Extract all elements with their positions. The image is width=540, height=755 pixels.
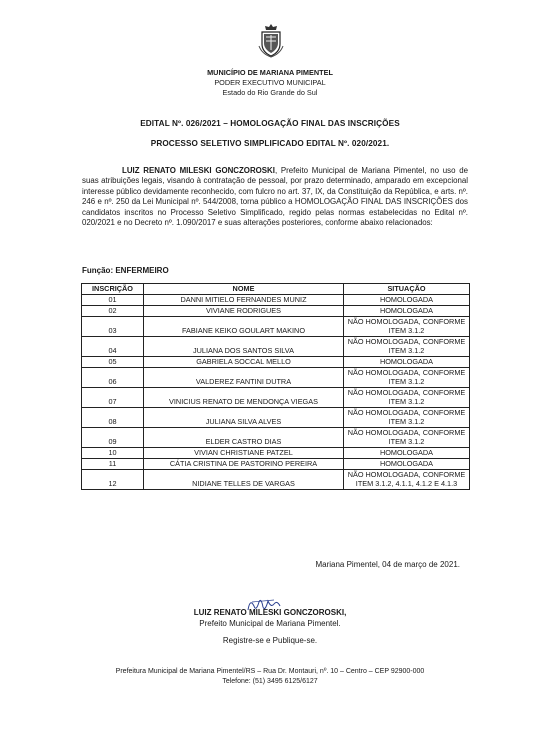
situacao-line1: NÃO HOMOLOGADA, CONFORME (347, 387, 466, 397)
body-paragraph (82, 166, 468, 228)
situacao-line1: NÃO HOMOLOGADA, CONFORME (347, 407, 466, 417)
cell-situacao (344, 336, 470, 356)
cell-nome: VIVIANE RODRIGUES (144, 305, 344, 316)
cell-situacao (344, 305, 470, 316)
situacao-line2: ITEM 3.1.2 (388, 326, 425, 335)
table-header-row (82, 284, 470, 295)
signature-block (0, 608, 540, 629)
cell-inscricao: 11 (82, 458, 144, 469)
cell-nome: VINICIUS RENATO DE MENDONÇA VIEGAS (144, 387, 344, 407)
signature-name: LUIZ RENATO MILESKI GONCZOROSKI, (193, 608, 347, 617)
situacao-line1: NÃO HOMOLOGADA, CONFORME (347, 336, 466, 346)
situacao-line1: NÃO HOMOLOGADA, CONFORME (347, 469, 466, 479)
cell-inscricao: 01 (82, 294, 144, 305)
cell-situacao (344, 356, 470, 367)
cell-nome: VIVIAN CHRISTIANE PATZEL (144, 447, 344, 458)
table-row (82, 316, 470, 336)
header-inscricao: INSCRIÇÃO (82, 284, 144, 295)
situacao-line1: HOMOLOGADA (379, 294, 434, 304)
cell-inscricao: 04 (82, 336, 144, 356)
header-line3: Estado do Rio Grande do Sul (222, 88, 318, 97)
table-row (82, 356, 470, 367)
cell-situacao (344, 427, 470, 447)
title-line2: PROCESSO SELETIVO SIMPLIFICADO EDITAL Nº. 020/2021. (150, 139, 390, 148)
footer-address: Prefeitura Municipal de Mariana Pimentel/RS – Rua Dr. Montauri, nº. 10 – Centro – CEP 92900-000 (115, 668, 425, 675)
body-text: , Prefeito Municipal de Mariana Pimentel, no uso de suas atribuições legais, visando à contratação de pessoal, por prazo determinado, amparado em excepcional interesse público devidamente reconhecido, com fulcro no art. 37, IX, da Constituição da República, e arts. nº. 246 e nº. 250 da Lei Municipal nº. 544/2008, torna público a HOMOLOGAÇÃO FINAL DAS INSCRIÇÕES dos candidatos inscritos no Processo Seletivo Simplificado, regido pelas normas estabelecidas no Edital nº. 020/2021 e no Decreto nº. 1.090/2017 e suas alterações posteriores, conforme abaixo relacionados: (82, 166, 468, 228)
table-row (82, 458, 470, 469)
cell-nome: NIDIANE TELLES DE VARGAS (144, 469, 344, 489)
candidates-table (81, 283, 470, 490)
situacao-line1: HOMOLOGADA (379, 305, 434, 315)
cell-situacao (344, 367, 470, 387)
cell-situacao (344, 447, 470, 458)
footer-phone: Telefone: (51) 3495 6125/6127 (222, 677, 318, 685)
cell-inscricao: 06 (82, 367, 144, 387)
cell-nome: JULIANA SILVA ALVES (144, 407, 344, 427)
header-nome: NOME (144, 284, 344, 295)
table-row (82, 427, 470, 447)
situacao-line2: ITEM 3.1.2 (388, 417, 425, 426)
situacao-line2: ITEM 3.1.2 (388, 397, 425, 406)
situacao-line1: NÃO HOMOLOGADA, CONFORME (347, 367, 466, 377)
date-line: Mariana Pimentel, 04 de março de 2021. (315, 560, 460, 569)
footer (0, 667, 540, 686)
situacao-line2: ITEM 3.1.2 (388, 377, 425, 386)
table-row (82, 447, 470, 458)
situacao-line2: ITEM 3.1.2 (388, 437, 425, 446)
cell-inscricao: 08 (82, 407, 144, 427)
table-row (82, 387, 470, 407)
table-row (82, 367, 470, 387)
cell-situacao (344, 407, 470, 427)
header-line2: PODER EXECUTIVO MUNICIPAL (214, 78, 326, 87)
table-row (82, 336, 470, 356)
funcao-label: Função: ENFERMEIRO (82, 266, 169, 275)
publish-line: Registre-se e Publique-se. (222, 636, 318, 645)
cell-nome: ELDER CASTRO DIAS (144, 427, 344, 447)
situacao-line2: ITEM 3.1.2 (388, 346, 425, 355)
cell-nome: JULIANA DOS SANTOS SILVA (144, 336, 344, 356)
cell-inscricao: 12 (82, 469, 144, 489)
table-row (82, 294, 470, 305)
table-row (82, 407, 470, 427)
situacao-line1: HOMOLOGADA (379, 458, 434, 468)
cell-situacao (344, 316, 470, 336)
situacao-line1: HOMOLOGADA (379, 447, 434, 457)
cell-nome: FABIANE KEIKO GOULART MAKINO (144, 316, 344, 336)
table-row (82, 469, 470, 489)
situacao-line2: ITEM 3.1.2, 4.1.1, 4.1.2 E 4.1.3 (355, 479, 458, 488)
cell-situacao (344, 294, 470, 305)
header-situacao: SITUAÇÃO (344, 284, 470, 295)
municipal-coat-of-arms-icon (258, 22, 284, 58)
cell-nome: VALDEREZ FANTINI DUTRA (144, 367, 344, 387)
signature-role: Prefeito Municipal de Mariana Pimentel. (199, 618, 341, 628)
cell-situacao (344, 469, 470, 489)
situacao-line1: NÃO HOMOLOGADA, CONFORME (347, 427, 466, 437)
cell-inscricao: 09 (82, 427, 144, 447)
title-line1: EDITAL Nº. 026/2021 – HOMOLOGAÇÃO FINAL DAS INSCRIÇÕES (140, 119, 400, 128)
cell-nome: CÁTIA CRISTINA DE PASTORINO PEREIRA (144, 458, 344, 469)
situacao-line1: HOMOLOGADA (379, 356, 434, 366)
cell-inscricao: 07 (82, 387, 144, 407)
table-row (82, 305, 470, 316)
cell-inscricao: 05 (82, 356, 144, 367)
cell-nome: DANNI MITIELO FERNANDES MUNIZ (144, 294, 344, 305)
cell-situacao (344, 458, 470, 469)
header-block (0, 68, 540, 98)
header-line1: MUNICÍPIO DE MARIANA PIMENTEL (207, 68, 333, 77)
situacao-line1: NÃO HOMOLOGADA, CONFORME (347, 316, 466, 326)
cell-nome: GABRIELA SOCCAL MELLO (144, 356, 344, 367)
cell-inscricao: 03 (82, 316, 144, 336)
cell-inscricao: 02 (82, 305, 144, 316)
body-name-bold: LUIZ RENATO MILESKI GONCZOROSKI (122, 166, 275, 175)
cell-inscricao: 10 (82, 447, 144, 458)
cell-situacao (344, 387, 470, 407)
